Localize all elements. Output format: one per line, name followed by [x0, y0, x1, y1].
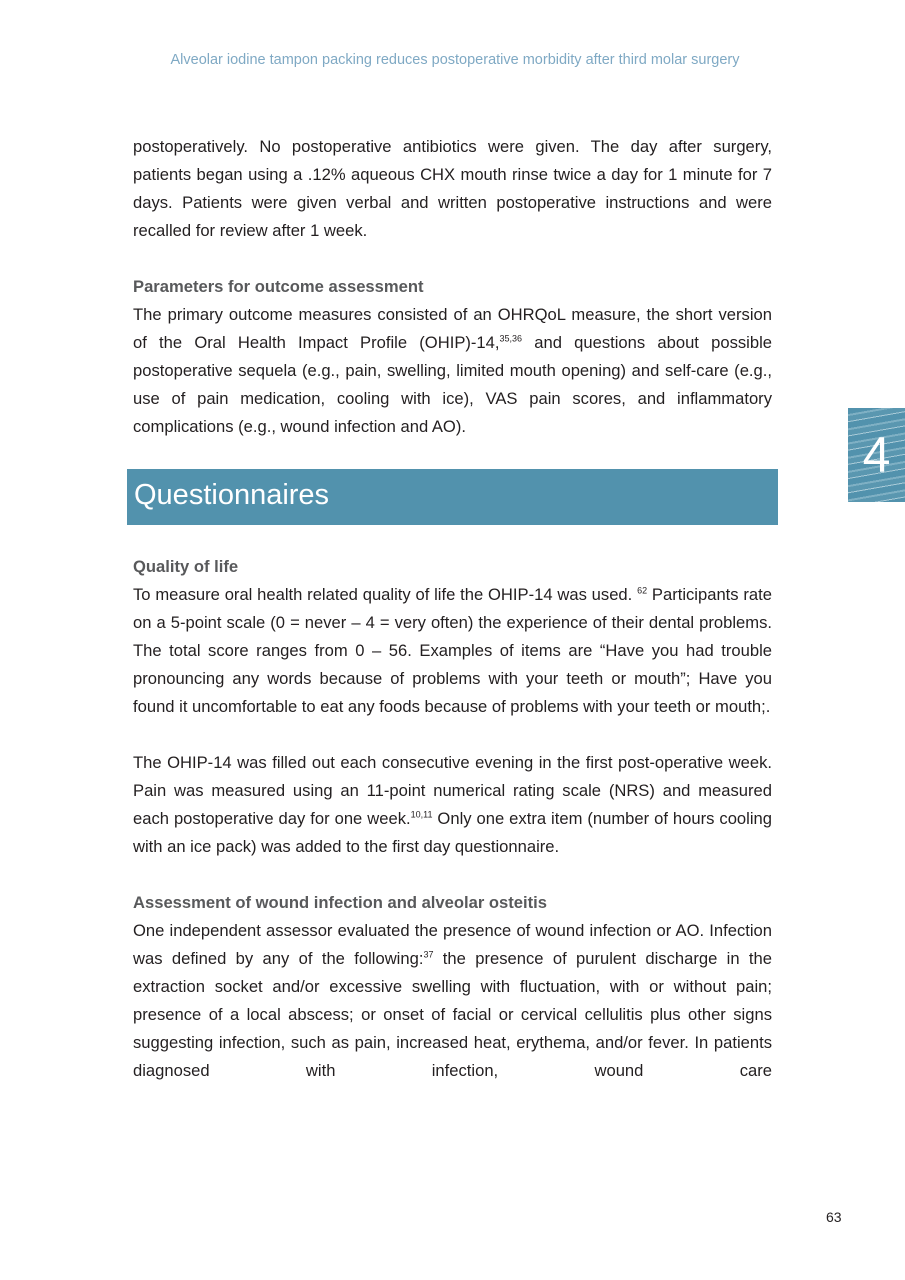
- text: Participants rate on a 5-point scale (0 = never – 4 = very often) the experience of their dental problems. The total score ranges from 0 – 56. Examples of items are “Have you had trouble pronouncing any words because of problems with your teeth or mouth”; Have you found it uncomfortable to eat any foods because of problems with your teeth or mouth;.: [133, 585, 772, 716]
- chapter-tab: 4: [848, 408, 905, 502]
- paragraph: postoperatively. No postoperative antibiotics were given. The day after surgery, patients began using a .12% aqueous CHX mouth rinse twice a day for 1 minute for 7 days. Patients were given verbal and written postoperative instructions and were recalled for review after 1 week.: [133, 137, 772, 240]
- paragraph: [133, 581, 772, 721]
- citation: 62: [637, 585, 648, 596]
- page-number: 63: [826, 1209, 842, 1225]
- paragraph: [133, 749, 772, 861]
- subheading-wound-infection: Assessment of wound infection and alveolar osteitis: [133, 893, 548, 912]
- text: and questions about possible postoperative sequela (e.g., pain, swelling, limited mouth opening) and self-care (e.g., use of pain medication, cooling with ice), VAS pain scores, and inflammatory complications (e.g., wound infection and AO).: [133, 333, 772, 436]
- citation: 37: [423, 949, 434, 960]
- citation: 35,36: [499, 333, 523, 344]
- text: The OHIP-14 was filled out each consecutive evening in the first post-operative week. Pain was measured using an 11-point numerical rating scale (NRS) and measured each postoperative day for one week.: [133, 753, 772, 828]
- running-head: Alveolar iodine tampon packing reduces postoperative morbidity after third molar surgery: [170, 52, 740, 68]
- paragraph: [133, 917, 772, 1085]
- citation: 10,11: [410, 809, 433, 820]
- text: One independent assessor evaluated the presence of wound infection or AO. Infection was defined by any of the following:: [133, 921, 772, 968]
- text: To measure oral health related quality of life the OHIP-14 was used.: [133, 585, 638, 604]
- subheading-parameters: Parameters for outcome assessment: [133, 277, 424, 296]
- body-column: [133, 133, 772, 1085]
- section-banner: [127, 469, 778, 525]
- section-title: Questionnaires: [134, 479, 330, 511]
- text: the presence of purulent discharge in the extraction socket and/or excessive swelling with fluctuation, with or without pain; presence of a local abscess; or onset of facial or cervical cellulitis plus other signs suggesting infection, such as pain, increased heat, erythema, and/or fever. In patients diagnosed with infection, wound care: [133, 949, 772, 1080]
- text: The primary outcome measures consisted of an OHRQoL measure, the short version of the Oral Health Impact Profile (OHIP)-14,: [133, 305, 772, 352]
- text: Only one extra item (number of hours cooling with an ice pack) was added to the first day questionnaire.: [133, 809, 772, 856]
- paragraph: [133, 301, 772, 441]
- subheading-quality-of-life: Quality of life: [133, 557, 239, 576]
